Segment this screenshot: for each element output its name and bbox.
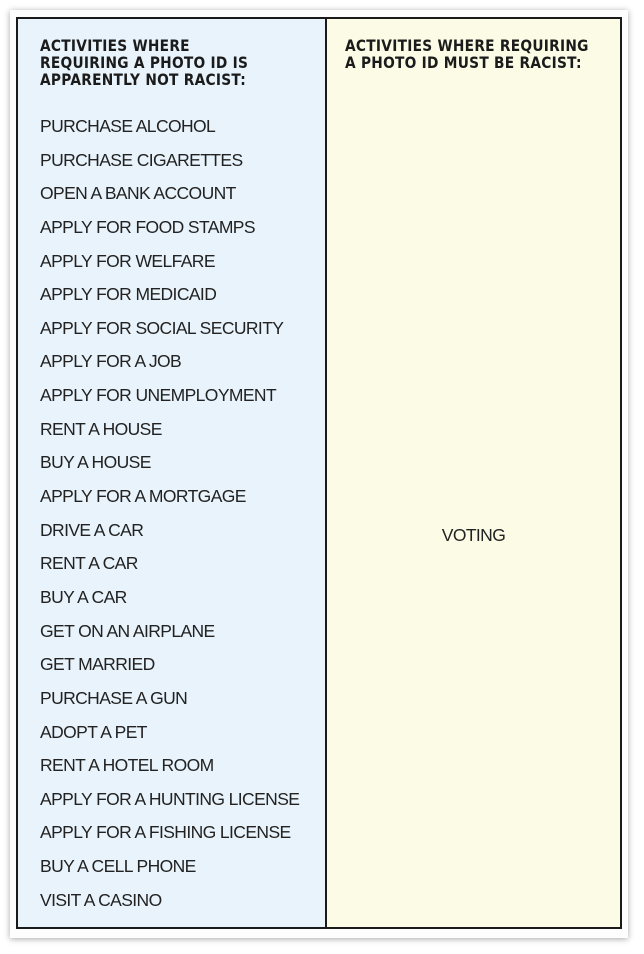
list-item: GET ON AN AIRPLANE: [40, 620, 215, 641]
list-item: PURCHASE A GUN: [40, 687, 188, 708]
list-item: APPLY FOR A MORTGAGE: [40, 486, 246, 507]
list-item: BUY A CELL PHONE: [40, 856, 196, 877]
left-activity-list: [40, 116, 299, 923]
list-item: BUY A CAR: [40, 586, 127, 607]
list-item: BUY A HOUSE: [40, 452, 151, 473]
list-item: APPLY FOR A HUNTING LICENSE: [40, 788, 300, 809]
list-item: APPLY FOR WELFARE: [40, 250, 215, 271]
voting-item: VOTING: [441, 525, 506, 545]
list-item: RENT A HOTEL ROOM: [40, 755, 214, 776]
list-item: OPEN A BANK ACCOUNT: [40, 183, 236, 204]
list-item: APPLY FOR MEDICAID: [40, 284, 217, 305]
list-item: ADOPT A PET: [40, 721, 147, 742]
right-column-heading: ACTIVITIES WHERE REQUIRING A PHOTO ID MUST BE RACIST:: [345, 36, 589, 72]
list-item: APPLY FOR A FISHING LICENSE: [40, 822, 291, 843]
list-item: PURCHASE CIGARETTES: [40, 149, 243, 170]
list-item: VISIT A CASINO: [40, 889, 162, 910]
right-column: [327, 19, 620, 927]
list-item: GET MARRIED: [40, 654, 155, 675]
list-item: APPLY FOR SOCIAL SECURITY: [40, 317, 284, 338]
list-item: APPLY FOR A JOB: [40, 351, 182, 372]
left-column: [18, 19, 327, 927]
left-column-heading: ACTIVITIES WHERE REQUIRING A PHOTO ID IS APPARENTLY NOT RACIST:: [40, 36, 249, 89]
list-item: PURCHASE ALCOHOL: [40, 116, 216, 136]
comparison-table: [16, 17, 622, 929]
list-item: RENT A HOUSE: [40, 418, 162, 439]
list-item: DRIVE A CAR: [40, 519, 144, 540]
list-item: APPLY FOR FOOD STAMPS: [40, 216, 255, 237]
list-item: APPLY FOR UNEMPLOYMENT: [40, 385, 277, 406]
list-item: RENT A CAR: [40, 553, 138, 574]
